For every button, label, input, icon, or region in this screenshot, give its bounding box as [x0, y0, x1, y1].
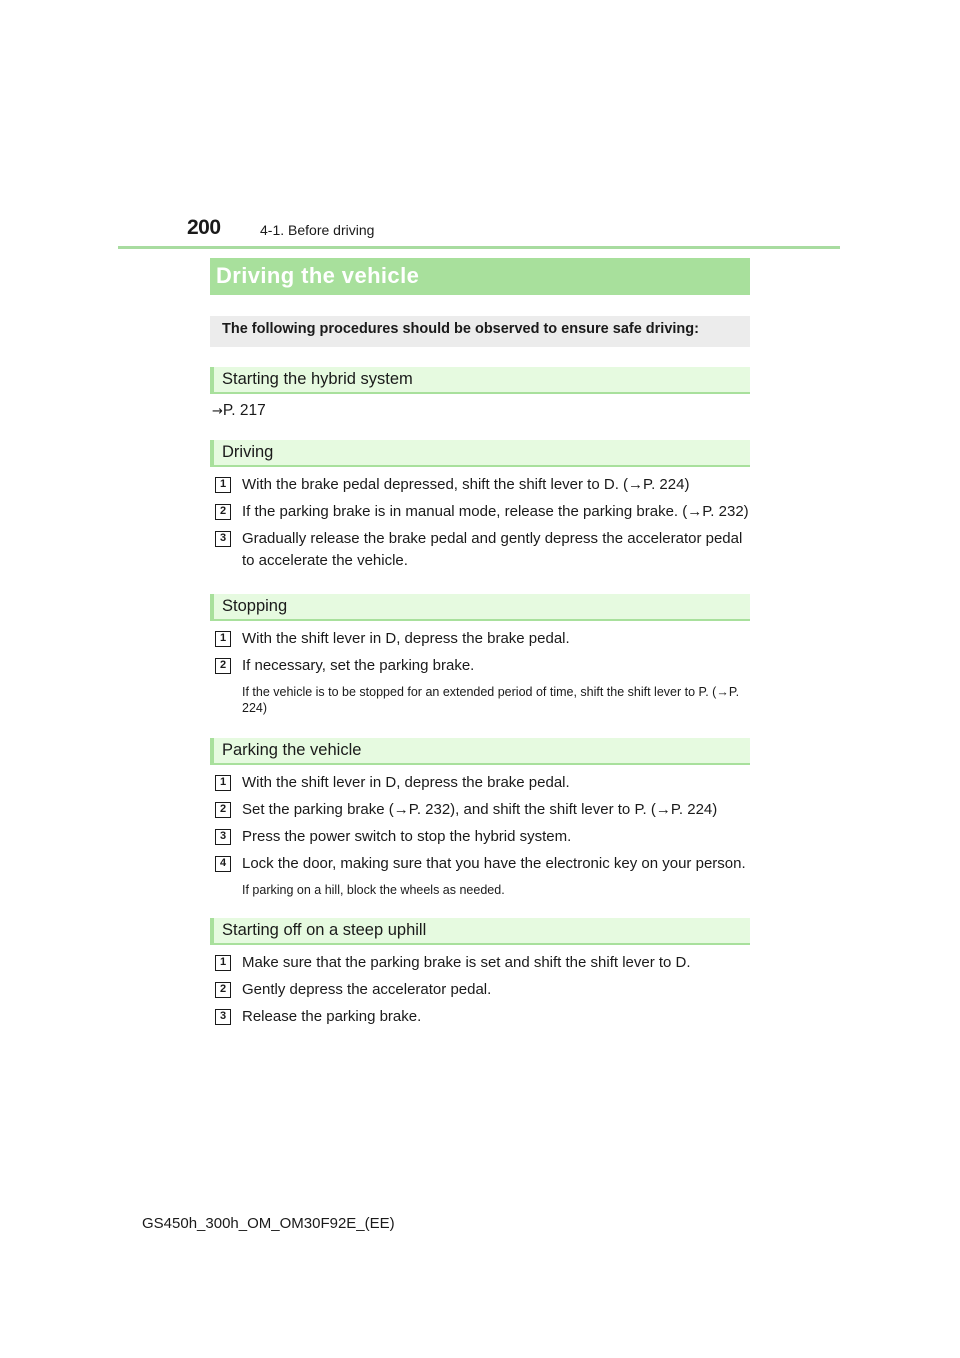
intro-box	[210, 316, 750, 347]
page-reference	[210, 402, 750, 420]
step-number-badge: 1	[215, 775, 231, 791]
page-title: Driving the vehicle	[216, 263, 420, 288]
arrow-right-icon: →	[212, 404, 223, 419]
step-list	[210, 772, 750, 875]
section-heading-stopping	[210, 594, 750, 621]
step-text: With the shift lever in D, depress the brake pedal.	[242, 630, 570, 647]
list-item	[210, 1006, 750, 1028]
page-content	[210, 258, 750, 1028]
step-number-badge: 1	[215, 477, 231, 493]
step-text: With the shift lever in D, depress the brake pedal.	[242, 774, 570, 791]
step-text: Release the parking brake.	[242, 1008, 422, 1025]
step-number-badge: 2	[215, 982, 231, 998]
section-breadcrumb: 4-1. Before driving	[260, 222, 375, 238]
step-text: Gradually release the brake pedal and gently depress the accelerator pedal to accelerate the vehicle.	[242, 530, 743, 569]
section-heading-text: Starting off on a steep uphill	[222, 921, 427, 939]
intro-text: The following procedures should be observed to ensure safe driving:	[222, 321, 699, 337]
step-number-badge: 1	[215, 955, 231, 971]
section-heading-text: Starting the hybrid system	[222, 370, 413, 388]
step-text: If the parking brake is in manual mode, release the parking brake. (→P. 232)	[242, 503, 749, 520]
step-number-badge: 2	[215, 504, 231, 520]
section-heading-starting-hybrid	[210, 367, 750, 394]
step-text: Set the parking brake (→P. 232), and shift the shift lever to P. (→P. 224)	[242, 801, 718, 818]
step-number-badge: 4	[215, 856, 231, 872]
step-number-badge: 2	[215, 658, 231, 674]
list-item	[210, 501, 750, 523]
list-item	[210, 474, 750, 496]
list-item	[210, 853, 750, 875]
list-item	[210, 952, 750, 974]
reference-text: P. 217	[222, 402, 266, 419]
note-text: If the vehicle is to be stopped for an extended period of time, shift the shift lever to P. (→P. 224)	[242, 685, 740, 715]
step-text: Lock the door, making sure that you have the electronic key on your person.	[242, 855, 746, 872]
step-text: Make sure that the parking brake is set and shift the shift lever to D.	[242, 954, 691, 971]
page-number: 200	[187, 216, 221, 239]
step-number-badge: 3	[215, 531, 231, 547]
step-number-badge: 3	[215, 829, 231, 845]
page-header	[118, 212, 840, 249]
section-heading-steep-uphill	[210, 918, 750, 945]
list-item	[210, 772, 750, 794]
step-text: With the brake pedal depressed, shift the shift lever to D. (→P. 224)	[242, 476, 690, 493]
section-heading-text: Driving	[222, 443, 274, 461]
list-item	[210, 628, 750, 650]
section-heading-driving	[210, 440, 750, 467]
list-item	[210, 655, 750, 677]
step-list	[210, 952, 750, 1028]
step-list	[210, 628, 750, 677]
list-item	[210, 799, 750, 821]
step-list	[210, 474, 750, 572]
section-heading-text: Stopping	[222, 597, 288, 615]
list-item	[210, 826, 750, 848]
step-number-badge: 1	[215, 631, 231, 647]
section-heading-parking	[210, 738, 750, 765]
step-number-badge: 2	[215, 802, 231, 818]
step-text: If necessary, set the parking brake.	[242, 657, 475, 674]
title-bar	[210, 258, 750, 295]
step-number-badge: 3	[215, 1009, 231, 1025]
list-item	[210, 979, 750, 1001]
step-text: Press the power switch to stop the hybrid system.	[242, 828, 572, 845]
note-text: If parking on a hill, block the wheels as needed.	[242, 883, 505, 897]
footer-doc-code: GS450h_300h_OM_OM30F92E_(EE)	[142, 1215, 395, 1232]
step-text: Gently depress the accelerator pedal.	[242, 981, 492, 998]
list-item	[210, 528, 750, 572]
section-heading-text: Parking the vehicle	[222, 741, 362, 759]
